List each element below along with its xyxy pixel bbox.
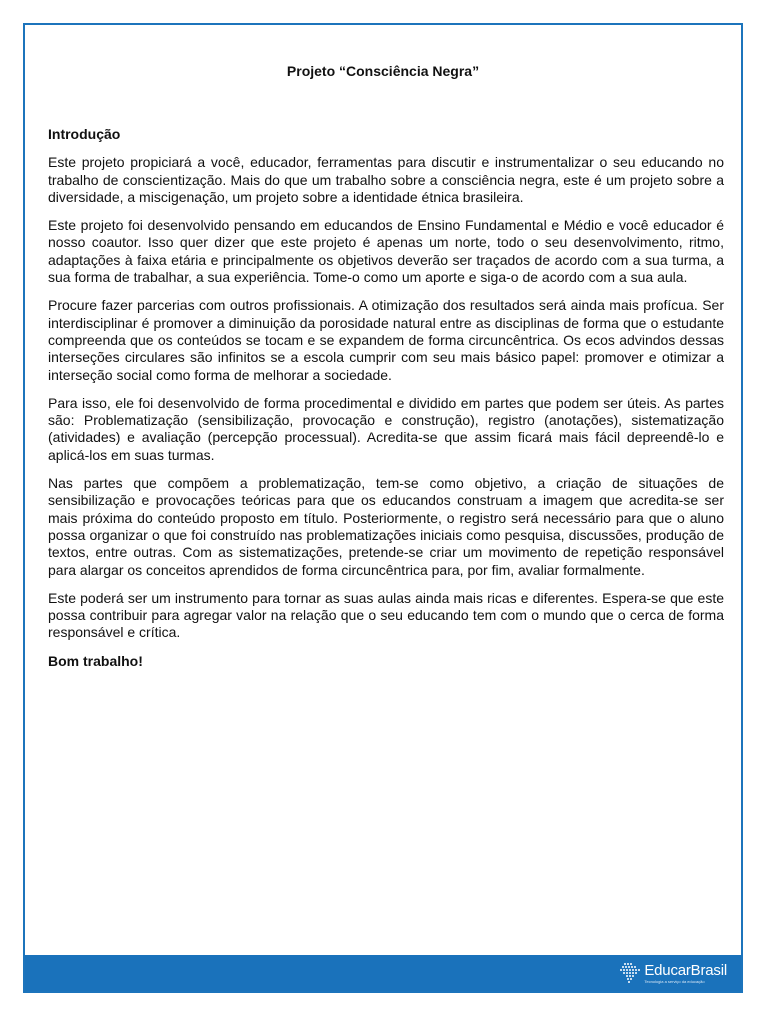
- brand-name: EducarBrasil: [644, 961, 727, 979]
- section-heading: Introdução: [48, 126, 121, 142]
- paragraph: Este projeto propiciará a você, educador, ferramentas para discutir e instrumentalizar o seu educando no trabalho de conscientização. Mais do que um trabalho sobre a consciência negra, este é um projeto sobre a diversidade, a miscigenação, um projeto sobre a identidade étnica brasileira.: [48, 154, 724, 205]
- document-page: [23, 23, 743, 993]
- footer-bar: [25, 955, 741, 991]
- paragraph: Este poderá ser um instrumento para tornar as suas aulas ainda mais ricas e diferentes. Espera-se que este possa contribuir para agregar valor na relação que o seu educando tem com o mundo que o cerca de forma responsável e crítica.: [48, 589, 724, 641]
- paragraph: Para isso, ele foi desenvolvido de forma procedimental e dividido em partes que podem ser úteis. As partes são: Problematização (sensibilização, provocação e construção), registro (anotações), sistematização (atividades) e avaliação (percepção processual). Acredita-se que assim ficará mais fácil depreendê-lo e aplicá-los em suas turmas.: [48, 394, 724, 463]
- document-title: Projeto “Consciência Negra”: [286, 63, 480, 79]
- educarbrasil-logo: [619, 959, 727, 987]
- brazil-map-dots-icon: [619, 961, 641, 985]
- paragraph: Nas partes que compõem a problematização, tem-se como objetivo, a criação de situações de sensibilização e provocações teóricas para que os educandos construam a imagem que acredita-se ser mais próxima do conteúdo proposto em título. Posteriormente, o registro será necessário para que o aluno possa organizar o que foi construído nas problematizações iniciais como pesquisa, discussões, produção de textos, entre outras. Com as sistematizações, pretende-se criar um movimento de repetição responsável para alargar os conceitos aprendidos de forma circuncêntrica para, por fim, avaliar formalmente.: [48, 475, 724, 578]
- brand-tagline: Tecnologia a serviço da educação: [644, 978, 705, 984]
- document-body: [48, 126, 724, 681]
- paragraph: Procure fazer parcerias com outros profissionais. A otimização dos resultados será ainda mais profícua. Ser interdisciplinar é promover a diminuição da porosidade natural entre as disciplinas de forma que o estudante compreenda que os conteúdos se tocam e se expandem de forma circuncêntrica. Os ecos advindos dessas interseções circulares são infinitos se a escola cumprir com seu mais básico papel: promover e otimizar a interseção social como forma de melhorar a sociedade.: [48, 297, 724, 383]
- paragraph: Este projeto foi desenvolvido pensando em educandos de Ensino Fundamental e Médio e você educador é nosso coautor. Isso quer dizer que este projeto é apenas um norte, todo o seu desenvolvimento, ritmo, adaptações à faixa etária e principalmente os objetivos deverão ser traçados de acordo com a sua turma, a sua forma de trabalhar, a sua experiência. Tome-o como um aporte e siga-o de acordo com a sua aula.: [48, 217, 724, 286]
- closing-text: Bom trabalho!: [48, 652, 143, 669]
